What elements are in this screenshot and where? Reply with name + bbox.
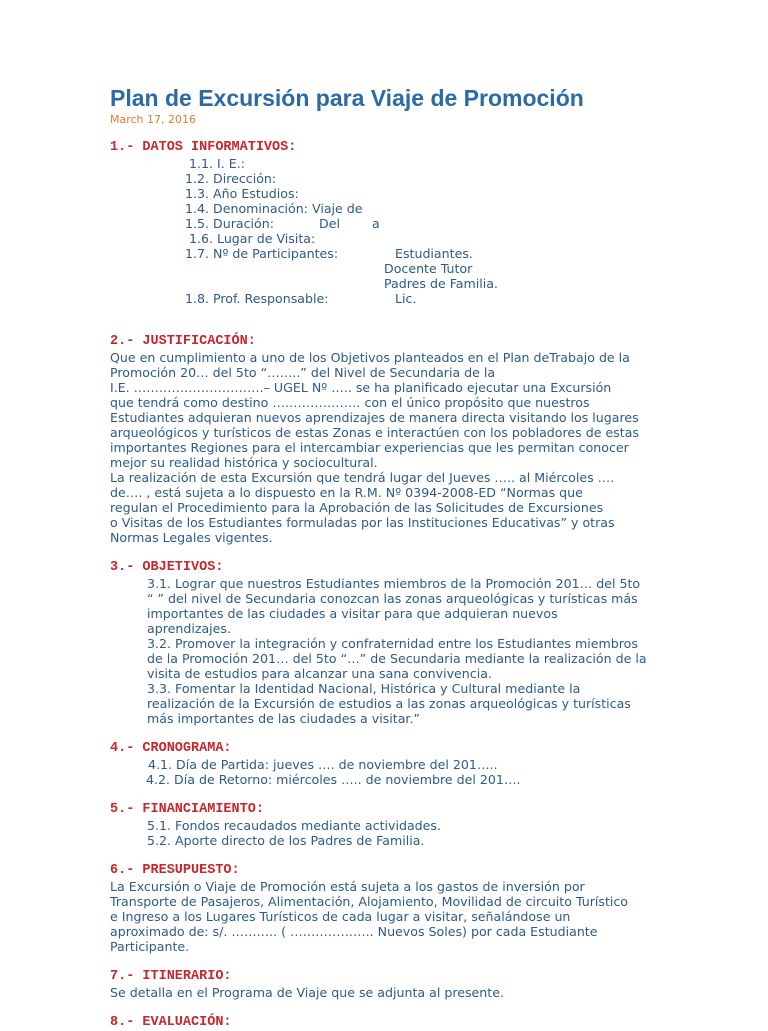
presupuesto-line: Participante. <box>110 939 190 954</box>
objetivo-line: aprendizajes. <box>147 621 231 636</box>
financiamiento-item: 5.1. Fondos recaudados mediante actividades. <box>147 818 441 833</box>
presupuesto-line: e Ingreso a los Lugares Turísticos de cada lugar a visitar, señalándose un <box>110 909 571 924</box>
itinerario-line: Se detalla en el Programa de Viaje que se adjunta al presente. <box>110 985 504 1000</box>
justificacion-line: Estudiantes adquieran nuevos aprendizajes de manera directa visitando los lugares <box>110 410 639 425</box>
datos-participantes-label: 1.7. Nº de Participantes: <box>185 246 339 261</box>
document-title: Plan de Excursión para Viaje de Promoción <box>110 85 584 111</box>
presupuesto-line: La Excursión o Viaje de Promoción está sujeta a los gastos de inversión por <box>110 879 585 894</box>
datos-duracion-label: 1.5. Duración: <box>185 216 274 231</box>
datos-denominacion: 1.4. Denominación: Viaje de <box>185 201 363 216</box>
justificacion-line: Normas Legales vigentes. <box>110 530 273 545</box>
document-body <box>110 140 760 1031</box>
objetivo-line: de la Promoción 201… del 5to “…” de Secundaria mediante la realización de la <box>147 651 647 666</box>
datos-prof-responsable <box>110 291 760 306</box>
objetivo-line: “ ” del nivel de Secundaria conozcan las zonas arqueológicas y turísticas más <box>147 591 638 606</box>
justificacion-line: Promoción 20… del 5to “……..” del Nivel de Secundaria de la <box>110 365 496 380</box>
datos-duracion-value: Del a <box>319 216 380 231</box>
justificacion-line: que tendrá como destino ………………… con el único propósito que nuestros <box>110 395 590 410</box>
section-heading-itinerario: 7.- ITINERARIO: <box>110 969 232 984</box>
presupuesto-line: aproximado de: s/. ……….. ( ……………….. Nuevos Soles) por cada Estudiante <box>110 924 598 939</box>
justificacion-line: de…. , está sujeta a lo dispuesto en la R.M. Nº 0394-2008-ED “Normas que <box>110 485 583 500</box>
section-heading-cronograma: 4.- CRONOGRAMA: <box>110 741 232 756</box>
datos-prof-value: Lic. <box>395 291 417 306</box>
section-heading-justificacion: 2.- JUSTIFICACIÓN: <box>110 334 256 349</box>
presupuesto-line: Transporte de Pasajeros, Alimentación, Alojamiento, Movilidad de circuito Turístico <box>110 894 629 909</box>
objetivo-line: más importantes de las ciudades a visitar.” <box>147 711 420 726</box>
datos-duracion <box>110 216 760 231</box>
section-heading-financiamiento: 5.- FINANCIAMIENTO: <box>110 802 264 817</box>
objetivo-line: realización de la Excursión de estudios a las zonas arqueológicas y turísticas <box>147 696 631 711</box>
section-heading-objetivos: 3.- OBJETIVOS: <box>110 560 224 575</box>
cronograma-partida: 4.1. Día de Partida: jueves …. de noviembre del 201….. <box>148 757 498 772</box>
justificacion-line: La realización de esta Excursión que tendrá lugar del Jueves ….. al Miércoles …. <box>110 470 615 485</box>
justificacion-line: o Visitas de los Estudiantes formuladas por las Instituciones Educativas” y otras <box>110 515 615 530</box>
objetivo-line: 3.3. Fomentar la Identidad Nacional, Histórica y Cultural mediante la <box>147 681 581 696</box>
cronograma-retorno: 4.2. Día de Retorno: miércoles ….. de noviembre del 201…. <box>146 772 521 787</box>
section-heading-presupuesto: 6.- PRESUPUESTO: <box>110 863 240 878</box>
objetivo-line: visita de estudios para alcanzar una sana convivencia. <box>147 666 492 681</box>
datos-lugar-visita: 1.6. Lugar de Visita: <box>189 231 316 246</box>
datos-participantes <box>110 246 760 261</box>
justificacion-line: regulan el Procedimiento para la Aprobación de las Solicitudes de Excursiones <box>110 500 604 515</box>
datos-participantes-estudiantes: Estudiantes. <box>395 246 473 261</box>
datos-participantes-docente: Docente Tutor <box>384 261 473 276</box>
objetivo-line: 3.1. Lograr que nuestros Estudiantes miembros de la Promoción 201… del 5to <box>147 576 641 591</box>
section-heading-datos: 1.- DATOS INFORMATIVOS: <box>110 140 297 155</box>
datos-participantes-padres: Padres de Familia. <box>384 276 498 291</box>
justificacion-line: mejor su realidad histórica y sociocultural. <box>110 455 378 470</box>
objetivo-line: 3.2. Promover la integración y confraternidad entre los Estudiantes miembros <box>147 636 638 651</box>
datos-ie: 1.1. I. E.: <box>189 156 245 171</box>
document-date: March 17, 2016 <box>110 113 197 126</box>
section-heading-evaluacion: 8.- EVALUACIÓN: <box>110 1015 232 1030</box>
financiamiento-item: 5.2. Aporte directo de los Padres de Familia. <box>147 833 425 848</box>
objetivo-line: importantes de las ciudades a visitar para que adquieran nuevos <box>147 606 558 621</box>
justificacion-line: arqueológicos y turísticos de estas Zonas e interactúen con los pobladores de estas <box>110 425 639 440</box>
justificacion-line: I.E. ………………………….– UGEL Nº ….. se ha planificado ejecutar una Excursión <box>110 380 612 395</box>
justificacion-line: Que en cumplimiento a uno de los Objetivos planteados en el Plan deTrabajo de la <box>110 350 630 365</box>
datos-anio-estudios: 1.3. Año Estudios: <box>185 186 299 201</box>
justificacion-line: importantes Regiones para el intercambiar experiencias que les permitan conocer <box>110 440 629 455</box>
datos-direccion: 1.2. Dirección: <box>185 171 277 186</box>
datos-prof-label: 1.8. Prof. Responsable: <box>185 291 329 306</box>
